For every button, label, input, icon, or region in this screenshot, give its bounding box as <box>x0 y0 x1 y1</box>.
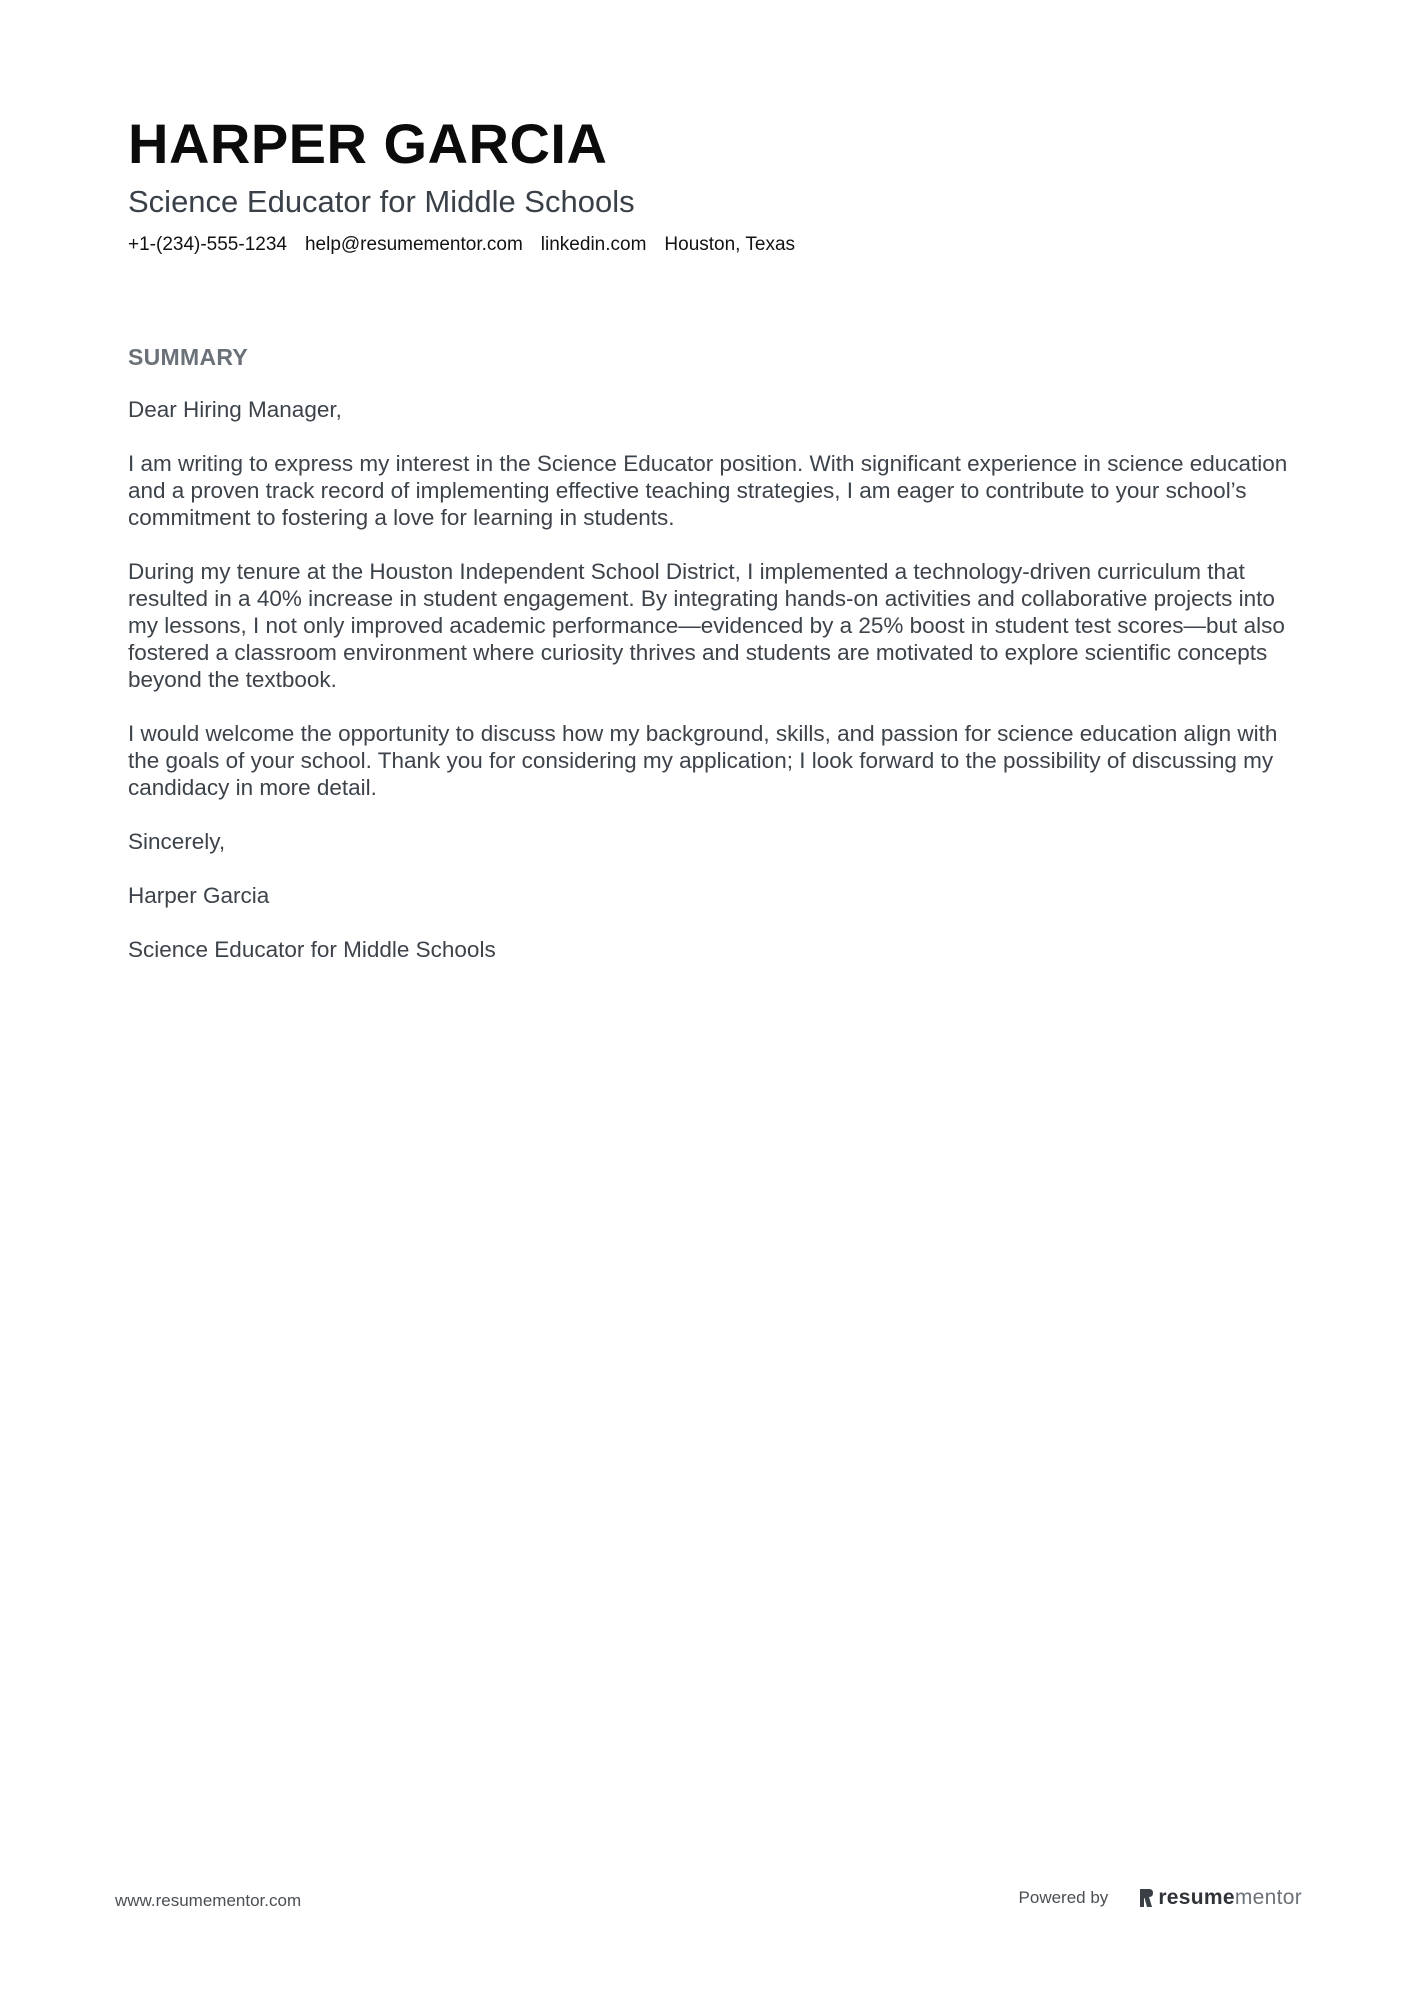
candidate-role: Science Educator for Middle Schools <box>128 184 635 219</box>
contact-row <box>128 232 1298 258</box>
brand-text-resume: resume <box>1158 1886 1235 1909</box>
powered-by-label: Powered by <box>1018 1888 1109 1907</box>
contact-email[interactable]: help@resumementor.com <box>304 234 523 255</box>
brand-text-mentor: mentor <box>1234 1886 1302 1909</box>
signature-name: Harper Garcia <box>128 883 270 908</box>
contact-phone: +1-(234)-555-1234 <box>128 234 287 255</box>
footer-branding <box>1019 1886 1302 1910</box>
contact-location: Houston, Texas <box>664 234 796 255</box>
header <box>128 112 1298 258</box>
signature-title: Science Educator for Middle Schools <box>128 937 496 962</box>
closing: Sincerely, <box>128 829 226 854</box>
candidate-name: HARPER GARCIA <box>128 112 608 175</box>
salutation: Dear Hiring Manager, <box>128 397 342 422</box>
body-paragraph-2: During my tenure at the Houston Independent School District, I implemented a technology-driven curriculum that resulted in a 40% increase in student engagement. By integrating hands-on activities and collaborative projects into my lessons, I not only improved academic performance—evidenced by a 25% boost in student test scores—but also fostered a classroom environment where curiosity thrives and students are motivated to explore scientific concepts beyond the textbook. <box>128 559 1285 692</box>
resumementor-logo-icon <box>1138 1887 1154 1909</box>
body-paragraph-3: I would welcome the opportunity to discuss how my background, skills, and passion for science education align with the goals of your school. Thank you for considering my application; I look forward to the possibility of discussing my candidacy in more detail. <box>128 721 1278 800</box>
brand-logo[interactable] <box>1138 1886 1302 1910</box>
body-paragraph-1: I am writing to express my interest in the Science Educator position. With significant experience in science education and a proven track record of implementing effective teaching strategies, I am eager to contribute to your school’s commitment to fostering a love for learning in students. <box>128 451 1288 530</box>
summary-section <box>128 342 1298 990</box>
contact-linkedin[interactable]: linkedin.com <box>540 234 647 255</box>
section-title-summary: SUMMARY <box>128 344 249 370</box>
footer-website[interactable]: www.resumementor.com <box>115 1891 302 1910</box>
